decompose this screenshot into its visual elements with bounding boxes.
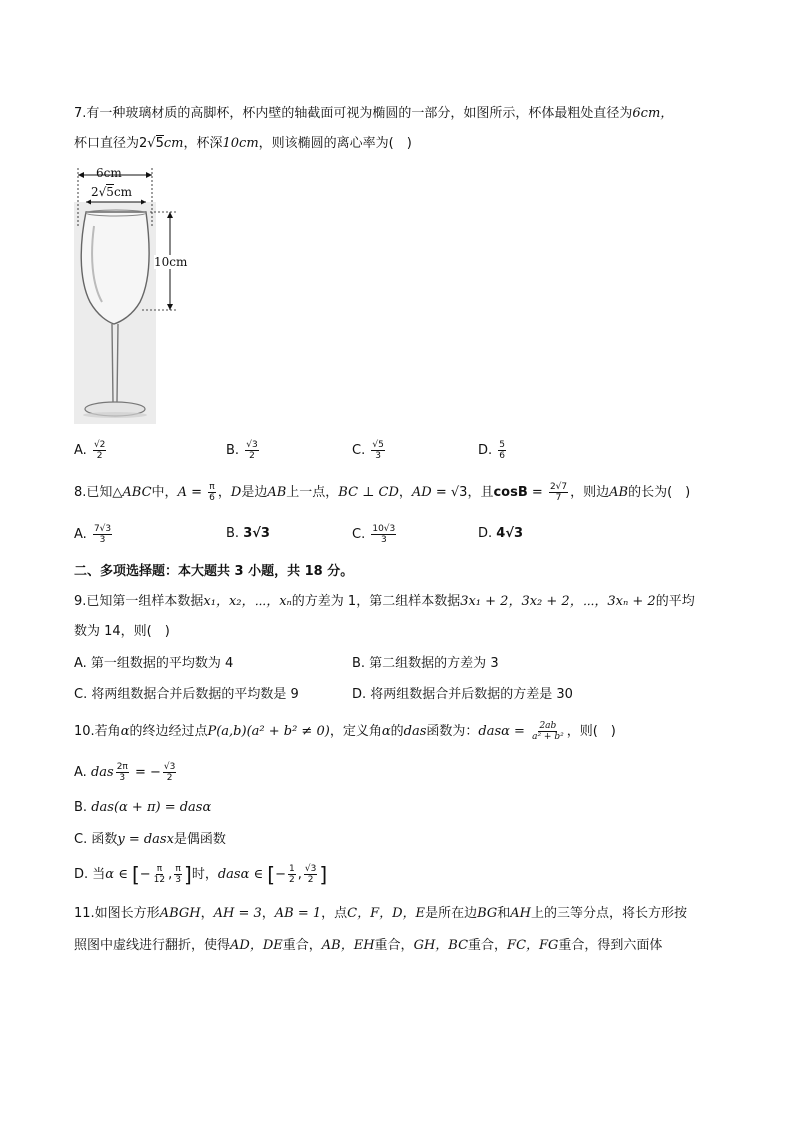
q7-option-d[interactable]: D. $\frac{5}{6}$ [478, 440, 506, 461]
glass-stem [112, 324, 118, 402]
q11-line2: 照图中虚线进行翻折，使得AD，DE重合，AB，EH重合，GH，BC重合，FC，FG重合，得到六面体 [74, 938, 663, 953]
q7-option-c[interactable]: C. $\frac{√5}{3}$ [352, 440, 384, 461]
q7-option-b[interactable]: B. $\frac{√3}{2}$ [226, 440, 258, 461]
wine-glass-figure [74, 166, 194, 424]
q8-option-b[interactable]: B. 3√3 [226, 526, 270, 541]
q10-option-c[interactable]: C. 函数y = dasx是偶函数 [74, 832, 226, 847]
q7-line2: 杯口直径为2√5cm，杯深10cm，则该椭圆的离心率为( ) [74, 136, 412, 151]
wine-glass-drawing [74, 166, 194, 424]
q11-line1: 11.如图长方形ABGH，AH = 3，AB = 1，点C，F，D，E是所在边BG和AH上的三等分点，将长方形按 [74, 906, 688, 921]
glass-bowl [81, 212, 149, 324]
q10-option-d[interactable]: D. 当α ∈ [− $\frac{\pi}{12}$ , $\frac{\pi}{3}$ ]时，dasα ∈ [− $\frac{1}{2}$ , $\frac{√3}{2}$ ] [74, 862, 328, 887]
q10-stem: 10.若角α的终边经过点P(a,b)(a² + b² ≠ 0)，定义角α的das函数为：dasα = $\frac{2ab}{\text{a² + b²}}$ ，则( ) [74, 721, 616, 742]
q8-option-c[interactable]: C. $\frac{10√3}{3}$ [352, 524, 396, 545]
q8-option-d[interactable]: D. 4√3 [478, 526, 524, 541]
q7-width-value: 6cm， [632, 106, 674, 121]
q8-stem: 8.已知△ABC中，A = $\frac{\pi}{6}$ ，D是边AB上一点，BC ⊥ CD，AD = √3，且cosB = $\frac{2√7}{7}$ ，则边AB的长为( ) [74, 482, 691, 503]
q10-option-a[interactable]: A. das $\frac{2\pi}{3}$ = − $\frac{√3}{2}$ [74, 762, 176, 783]
q10-option-b[interactable]: B. das(α + π) = dasα [74, 800, 212, 815]
label-mouth: 2√5cm [91, 185, 133, 199]
q9-option-b[interactable]: B. 第二组数据的方差为 3 [352, 656, 499, 671]
q9-option-c[interactable]: C. 将两组数据合并后数据的平均数是 9 [74, 687, 299, 702]
section-heading: 二、多项选择题：本大题共 3 小题，共 18 分。 [74, 564, 354, 579]
q9-line1: 9.已知第一组样本数据x₁，x₂，⋯，xₙ的方差为 1，第二组样本数据3x₁ + 2，3x₂ + 2，⋯，3xₙ + 2的平均 [74, 594, 695, 609]
sqrt-sign: √ [147, 136, 156, 151]
q7-line1: 7.有一种玻璃材质的高脚杯，杯内壁的轴截面可视为椭圆的一部分，如图所示，杯体最粗处直径为6cm， [74, 106, 674, 121]
q9-option-a[interactable]: A. 第一组数据的平均数为 4 [74, 656, 234, 671]
label-width: 6cm [96, 166, 122, 180]
q9-line2: 数为 14，则( ) [74, 624, 170, 639]
label-depth: 10cm [154, 255, 188, 269]
q9-option-d[interactable]: D. 将两组数据合并后数据的方差是 30 [352, 687, 573, 702]
q7-option-a[interactable]: A. $\frac{√2}{2}$ [74, 440, 106, 461]
q8-option-a[interactable]: A. $\frac{7√3}{3}$ [74, 524, 112, 545]
